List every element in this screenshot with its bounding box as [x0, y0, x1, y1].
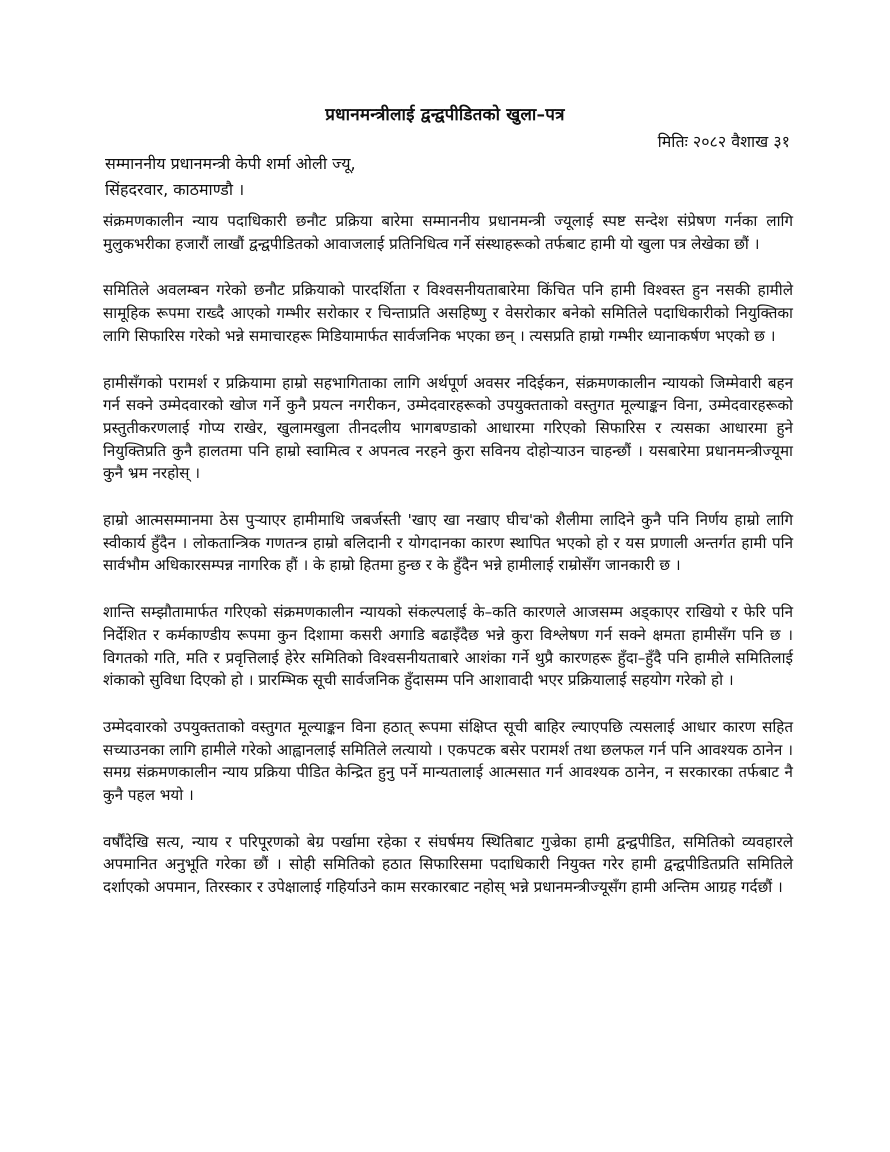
letter-title: प्रधानमन्त्रीलाई द्वन्द्वपीडितको खुला–पत्र — [325, 105, 565, 125]
paragraph-6: उम्मेदवारको उपयुक्तताको वस्तुगत मूल्याङ्कन विना हठात् रूपमा संक्षिप्त सूची बाहिर ल्याएपछि त्यसलाई आधार कारण सहित सच्याउनका लागि हामीले गरेको आह्वानलाई समितिले लत्यायो । एकपटक बसेर परामर्श तथा छलफल गर्न पनि आवश्यक ठानेन । समग्र संक्रमणकालीन न्याय प्रक्रिया पीडित केन्द्रित हुनु पर्ने मान्यतालाई आत्मसात गर्न आवश्यक ठानेन, न सरकारका तर्फबाट नै कुनै पहल भयो । — [103, 717, 793, 805]
paragraph-7: वर्षौंदेखि सत्य, न्याय र परिपूरणको बेग्र पर्खामा रहेका र संघर्षमय स्थितिबाट गुज्रेका हामी द्वन्द्वपीडित, समितिको व्यवहारले अपमानित अनुभूति गरेका छौं । सोही समितिको हठात सिफारिसमा पदाधिकारी नियुक्त गरेर हामी द्वन्द्वपीडितप्रति समितिले दर्शाएको अपमान, तिरस्कार र उपेक्षालाई गहिर्याउने काम सरकारबाट नहोस् भन्ने प्रधानमन्त्रीज्यूसँग हामी अन्तिम आग्रह गर्दछौं । — [103, 832, 793, 897]
paragraph-1: संक्रमणकालीन न्याय पदाधिकारी छनौट प्रक्रिया बारेमा सम्माननीय प्रधानमन्त्री ज्यूलाई स्पष्ट सन्देश संप्रेषण गर्नका लागि मुलुकभरीका हजारौं लाखौं द्वन्द्वपीडितको आवाजलाई प्रतिनिधित्व गर्ने संस्थाहरूको तर्फबाट हामी यो खुला पत्र लेखेका छौं । — [103, 212, 793, 253]
letter-date: मितिः २०८२ वैशाख ३१ — [657, 132, 790, 151]
paragraph-4: हाम्रो आत्मसम्मानमा ठेस पुऱ्याएर हामीमाथि जबर्जस्ती 'खाए खा नखाए घीच'को शैलीमा लादिने कुनै पनि निर्णय हाम्रो लागि स्वीकार्य हुँदैन । लोकतान्त्रिक गणतन्त्र हाम्रो बलिदानी र योगदानका कारण स्थापित भएको हो र यस प्रणाली अन्तर्गत हामी पनि सार्वभौम अधिकारसम्पन्न नागरिक हौं । के हाम्रो हितमा हुन्छ र के हुँदैन भन्ने हामीलाई राम्रोसँग जानकारी छ । — [103, 511, 793, 575]
paragraph-3: हामीसँगको परामर्श र प्रक्रियामा हाम्रो सहभागिताका लागि अर्थपूर्ण अवसर नदिईकन, संक्रमणकालीन न्यायको जिम्मेवारी बहन गर्न सक्ने उम्मेदवारको खोज गर्ने कुनै प्रयत्न नगरीकन, उम्मेदवारहरूको उपयुक्तताको वस्तुगत मूल्याङ्कन विना, उम्मेदवारहरूको प्रस्तुतीकरणलाई गोप्य राखेर, खुलामखुला तीनदलीय भागबण्डाको आधारमा गरिएको सिफारिस र त्यसका आधारमा हुने नियुक्तिप्रति कुनै हालतमा पनि हाम्रो स्वामित्व र अपनत्व नरहने कुरा सविनय दोहोऱ्याउन चाहन्छौं । यसबारेमा प्रधानमन्त्रीज्यूमा कुनै भ्रम नरहोस् । — [103, 373, 793, 483]
paragraph-5: शान्ति सम्झौतामार्फत गरिएको संक्रमणकालीन न्यायको संकल्पलाई के–कति कारणले आजसम्म अड्काएर राखियो र फेरि पनि निर्देशित र कर्मकाण्डीय रूपमा कुन दिशामा कसरी अगाडि बढाइँदैछ भन्ने कुरा विश्लेषण गर्न सक्ने क्षमता हामीसँग पनि छ । विगतको गति, मति र प्रवृत्तिलाई हेरेर समितिको विश्वसनीयताबारे आशंका गर्ने थुप्रै कारणहरू हुँदा–हुँदै पनि हामीले समितिलाई शंकाको सुविधा दिएको हो । प्रारम्भिक सूची सार्वजनिक हुँदासम्म पनि आशावादी भएर प्रक्रियालाई सहयोग गरेको हो । — [103, 603, 793, 690]
addressee-name: सम्माननीय प्रधानमन्त्री केपी शर्मा ओली ज्यू, — [105, 154, 356, 173]
paragraph-2: समितिले अवलम्बन गरेको छनौट प्रक्रियाको पारदर्शिता र विश्वसनीयताबारेमा किंचित पनि हामी विश्वस्त हुन नसकी हामीले सामूहिक रूपमा राख्दै आएको गम्भीर सरोकार र चिन्ताप्रति असहिष्णु र वेसरोकार बनेको समितिले पदाधिकारीको नियुक्तिका लागि सिफारिस गरेको भन्ने समाचारहरू मिडियामार्फत सार्वजनिक भएका छन् । त्यसप्रति हाम्रो गम्भीर ध्यानाकर्षण भएको छ । — [103, 281, 793, 345]
addressee-address: सिंहदरवार, काठमाण्डौ । — [105, 180, 245, 199]
addressee-block — [105, 151, 356, 203]
letter-body — [103, 210, 793, 923]
